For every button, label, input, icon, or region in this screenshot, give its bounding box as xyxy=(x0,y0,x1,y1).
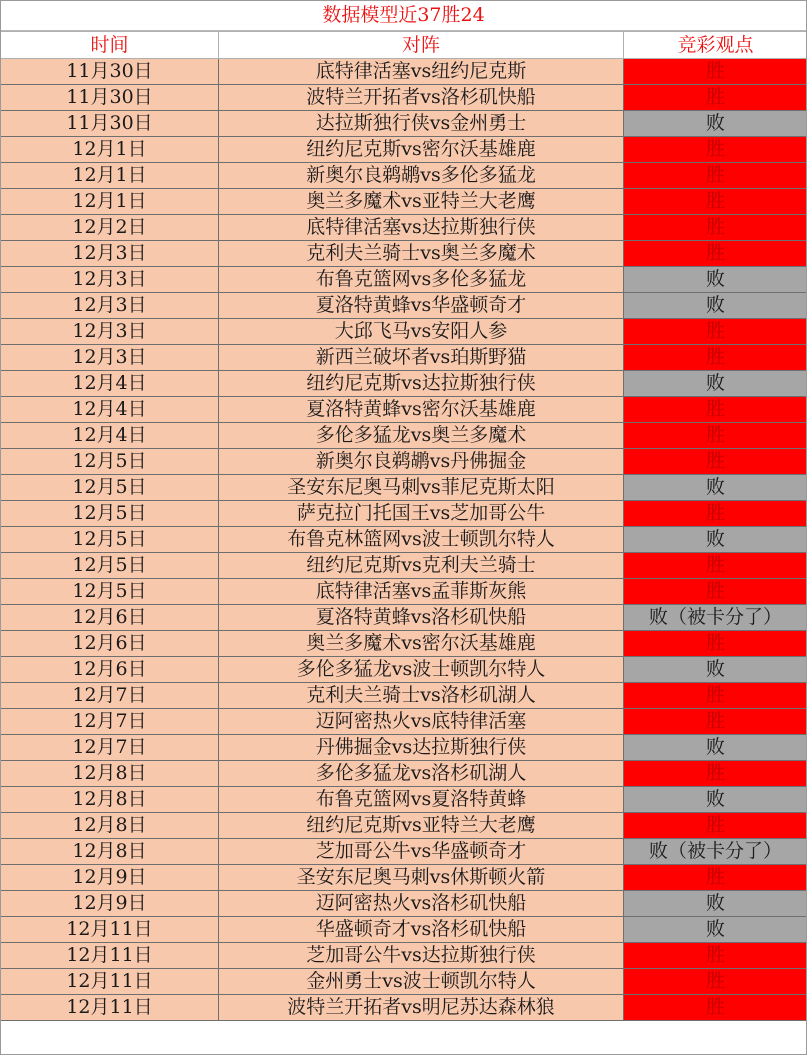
view-cell: 败 xyxy=(624,111,807,137)
date-cell: 12月8日 xyxy=(1,761,219,787)
table-row xyxy=(1,839,807,865)
view-cell: 败 xyxy=(624,371,807,397)
date-cell: 12月7日 xyxy=(1,735,219,761)
date-cell: 12月9日 xyxy=(1,865,219,891)
match-cell: 克利夫兰骑士vs奥兰多魔术 xyxy=(219,241,624,267)
date-cell: 12月8日 xyxy=(1,813,219,839)
table-row xyxy=(1,501,807,527)
date-cell: 11月30日 xyxy=(1,111,219,137)
date-cell: 12月2日 xyxy=(1,215,219,241)
table-row xyxy=(1,553,807,579)
view-cell: 胜 xyxy=(624,85,807,111)
table-row xyxy=(1,891,807,917)
table-row xyxy=(1,85,807,111)
table-row xyxy=(1,449,807,475)
results-table xyxy=(0,31,807,1021)
table-row xyxy=(1,59,807,85)
date-cell: 12月1日 xyxy=(1,137,219,163)
table-row xyxy=(1,683,807,709)
view-cell: 败 xyxy=(624,657,807,683)
table-row xyxy=(1,917,807,943)
match-cell: 布鲁克篮网vs夏洛特黄蜂 xyxy=(219,787,624,813)
table-row xyxy=(1,969,807,995)
table-row xyxy=(1,111,807,137)
date-cell: 12月8日 xyxy=(1,839,219,865)
view-cell: 胜 xyxy=(624,449,807,475)
view-cell: 胜 xyxy=(624,865,807,891)
date-cell: 12月1日 xyxy=(1,189,219,215)
match-cell: 纽约尼克斯vs密尔沃基雄鹿 xyxy=(219,137,624,163)
date-cell: 12月11日 xyxy=(1,969,219,995)
table-row xyxy=(1,605,807,631)
header-row xyxy=(1,32,807,59)
table-row xyxy=(1,527,807,553)
view-cell: 胜 xyxy=(624,813,807,839)
view-cell: 胜 xyxy=(624,241,807,267)
table-row xyxy=(1,137,807,163)
match-cell: 布鲁克篮网vs多伦多猛龙 xyxy=(219,267,624,293)
header-match: 对阵 xyxy=(219,32,624,59)
match-cell: 底特律活塞vs达拉斯独行侠 xyxy=(219,215,624,241)
date-cell: 12月11日 xyxy=(1,995,219,1021)
view-cell: 败 xyxy=(624,527,807,553)
view-cell: 胜 xyxy=(624,215,807,241)
match-cell: 迈阿密热火vs洛杉矶快船 xyxy=(219,891,624,917)
match-cell: 奥兰多魔术vs密尔沃基雄鹿 xyxy=(219,631,624,657)
date-cell: 12月7日 xyxy=(1,683,219,709)
header-view: 竞彩观点 xyxy=(624,32,807,59)
view-cell: 败（被卡分了） xyxy=(624,605,807,631)
table-row xyxy=(1,631,807,657)
table-row xyxy=(1,813,807,839)
view-cell: 败 xyxy=(624,891,807,917)
view-cell: 胜 xyxy=(624,59,807,85)
table-row xyxy=(1,397,807,423)
match-cell: 克利夫兰骑士vs洛杉矶湖人 xyxy=(219,683,624,709)
match-cell: 新奥尔良鹈鹕vs多伦多猛龙 xyxy=(219,163,624,189)
view-cell: 败 xyxy=(624,267,807,293)
view-cell: 败 xyxy=(624,475,807,501)
match-cell: 芝加哥公牛vs华盛顿奇才 xyxy=(219,839,624,865)
view-cell: 胜 xyxy=(624,189,807,215)
table-row xyxy=(1,267,807,293)
date-cell: 12月3日 xyxy=(1,319,219,345)
table-row xyxy=(1,345,807,371)
table-body xyxy=(1,59,807,1021)
match-cell: 圣安东尼奥马刺vs菲尼克斯太阳 xyxy=(219,475,624,501)
table-row xyxy=(1,657,807,683)
view-cell: 胜 xyxy=(624,995,807,1021)
date-cell: 12月5日 xyxy=(1,553,219,579)
view-cell: 胜 xyxy=(624,579,807,605)
match-cell: 多伦多猛龙vs奥兰多魔术 xyxy=(219,423,624,449)
date-cell: 11月30日 xyxy=(1,59,219,85)
table-row xyxy=(1,319,807,345)
table-row xyxy=(1,423,807,449)
date-cell: 12月3日 xyxy=(1,267,219,293)
date-cell: 12月6日 xyxy=(1,657,219,683)
view-cell: 胜 xyxy=(624,709,807,735)
date-cell: 12月5日 xyxy=(1,527,219,553)
table-row xyxy=(1,163,807,189)
date-cell: 12月3日 xyxy=(1,293,219,319)
view-cell: 胜 xyxy=(624,761,807,787)
date-cell: 12月5日 xyxy=(1,501,219,527)
header-date: 时间 xyxy=(1,32,219,59)
table-row xyxy=(1,735,807,761)
date-cell: 12月6日 xyxy=(1,605,219,631)
match-cell: 多伦多猛龙vs洛杉矶湖人 xyxy=(219,761,624,787)
table-row xyxy=(1,787,807,813)
view-cell: 胜 xyxy=(624,631,807,657)
match-cell: 纽约尼克斯vs达拉斯独行侠 xyxy=(219,371,624,397)
match-cell: 纽约尼克斯vs亚特兰大老鹰 xyxy=(219,813,624,839)
date-cell: 12月7日 xyxy=(1,709,219,735)
match-cell: 夏洛特黄蜂vs华盛顿奇才 xyxy=(219,293,624,319)
table-row xyxy=(1,709,807,735)
date-cell: 12月5日 xyxy=(1,579,219,605)
view-cell: 胜 xyxy=(624,943,807,969)
view-cell: 胜 xyxy=(624,319,807,345)
match-cell: 奥兰多魔术vs亚特兰大老鹰 xyxy=(219,189,624,215)
match-cell: 圣安东尼奥马刺vs休斯顿火箭 xyxy=(219,865,624,891)
match-cell: 波特兰开拓者vs洛杉矶快船 xyxy=(219,85,624,111)
view-cell: 胜 xyxy=(624,345,807,371)
date-cell: 12月6日 xyxy=(1,631,219,657)
date-cell: 12月8日 xyxy=(1,787,219,813)
date-cell: 12月4日 xyxy=(1,423,219,449)
match-cell: 丹佛掘金vs达拉斯独行侠 xyxy=(219,735,624,761)
table-row xyxy=(1,475,807,501)
date-cell: 12月1日 xyxy=(1,163,219,189)
view-cell: 胜 xyxy=(624,683,807,709)
view-cell: 胜 xyxy=(624,397,807,423)
match-cell: 夏洛特黄蜂vs密尔沃基雄鹿 xyxy=(219,397,624,423)
view-cell: 败 xyxy=(624,293,807,319)
match-cell: 芝加哥公牛vs达拉斯独行侠 xyxy=(219,943,624,969)
match-cell: 大邱飞马vs安阳人参 xyxy=(219,319,624,345)
date-cell: 12月5日 xyxy=(1,449,219,475)
view-cell: 胜 xyxy=(624,969,807,995)
match-cell: 新奥尔良鹈鹕vs丹佛掘金 xyxy=(219,449,624,475)
date-cell: 12月3日 xyxy=(1,345,219,371)
table-row xyxy=(1,865,807,891)
match-cell: 纽约尼克斯vs克利夫兰骑士 xyxy=(219,553,624,579)
match-cell: 达拉斯独行侠vs金州勇士 xyxy=(219,111,624,137)
table-row xyxy=(1,995,807,1021)
table-row xyxy=(1,761,807,787)
view-cell: 败（被卡分了） xyxy=(624,839,807,865)
match-cell: 波特兰开拓者vs明尼苏达森林狼 xyxy=(219,995,624,1021)
date-cell: 12月5日 xyxy=(1,475,219,501)
view-cell: 胜 xyxy=(624,553,807,579)
date-cell: 12月11日 xyxy=(1,917,219,943)
date-cell: 11月30日 xyxy=(1,85,219,111)
table-row xyxy=(1,293,807,319)
date-cell: 12月3日 xyxy=(1,241,219,267)
match-cell: 底特律活塞vs孟菲斯灰熊 xyxy=(219,579,624,605)
date-cell: 12月4日 xyxy=(1,397,219,423)
view-cell: 败 xyxy=(624,787,807,813)
table-row xyxy=(1,579,807,605)
table-row xyxy=(1,241,807,267)
view-cell: 败 xyxy=(624,917,807,943)
date-cell: 12月9日 xyxy=(1,891,219,917)
view-cell: 胜 xyxy=(624,423,807,449)
match-cell: 迈阿密热火vs底特律活塞 xyxy=(219,709,624,735)
date-cell: 12月11日 xyxy=(1,943,219,969)
view-cell: 胜 xyxy=(624,501,807,527)
match-cell: 布鲁克林篮网vs波士顿凯尔特人 xyxy=(219,527,624,553)
view-cell: 胜 xyxy=(624,137,807,163)
view-cell: 败 xyxy=(624,735,807,761)
match-cell: 夏洛特黄蜂vs洛杉矶快船 xyxy=(219,605,624,631)
match-cell: 华盛顿奇才vs洛杉矶快船 xyxy=(219,917,624,943)
sheet-title: 数据模型近37胜24 xyxy=(0,0,807,31)
date-cell: 12月4日 xyxy=(1,371,219,397)
match-cell: 萨克拉门托国王vs芝加哥公牛 xyxy=(219,501,624,527)
view-cell: 胜 xyxy=(624,163,807,189)
match-cell: 新西兰破坏者vs珀斯野猫 xyxy=(219,345,624,371)
table-row xyxy=(1,943,807,969)
match-cell: 多伦多猛龙vs波士顿凯尔特人 xyxy=(219,657,624,683)
table-row xyxy=(1,215,807,241)
match-cell: 金州勇士vs波士顿凯尔特人 xyxy=(219,969,624,995)
table-row xyxy=(1,189,807,215)
match-cell: 底特律活塞vs纽约尼克斯 xyxy=(219,59,624,85)
table-row xyxy=(1,371,807,397)
